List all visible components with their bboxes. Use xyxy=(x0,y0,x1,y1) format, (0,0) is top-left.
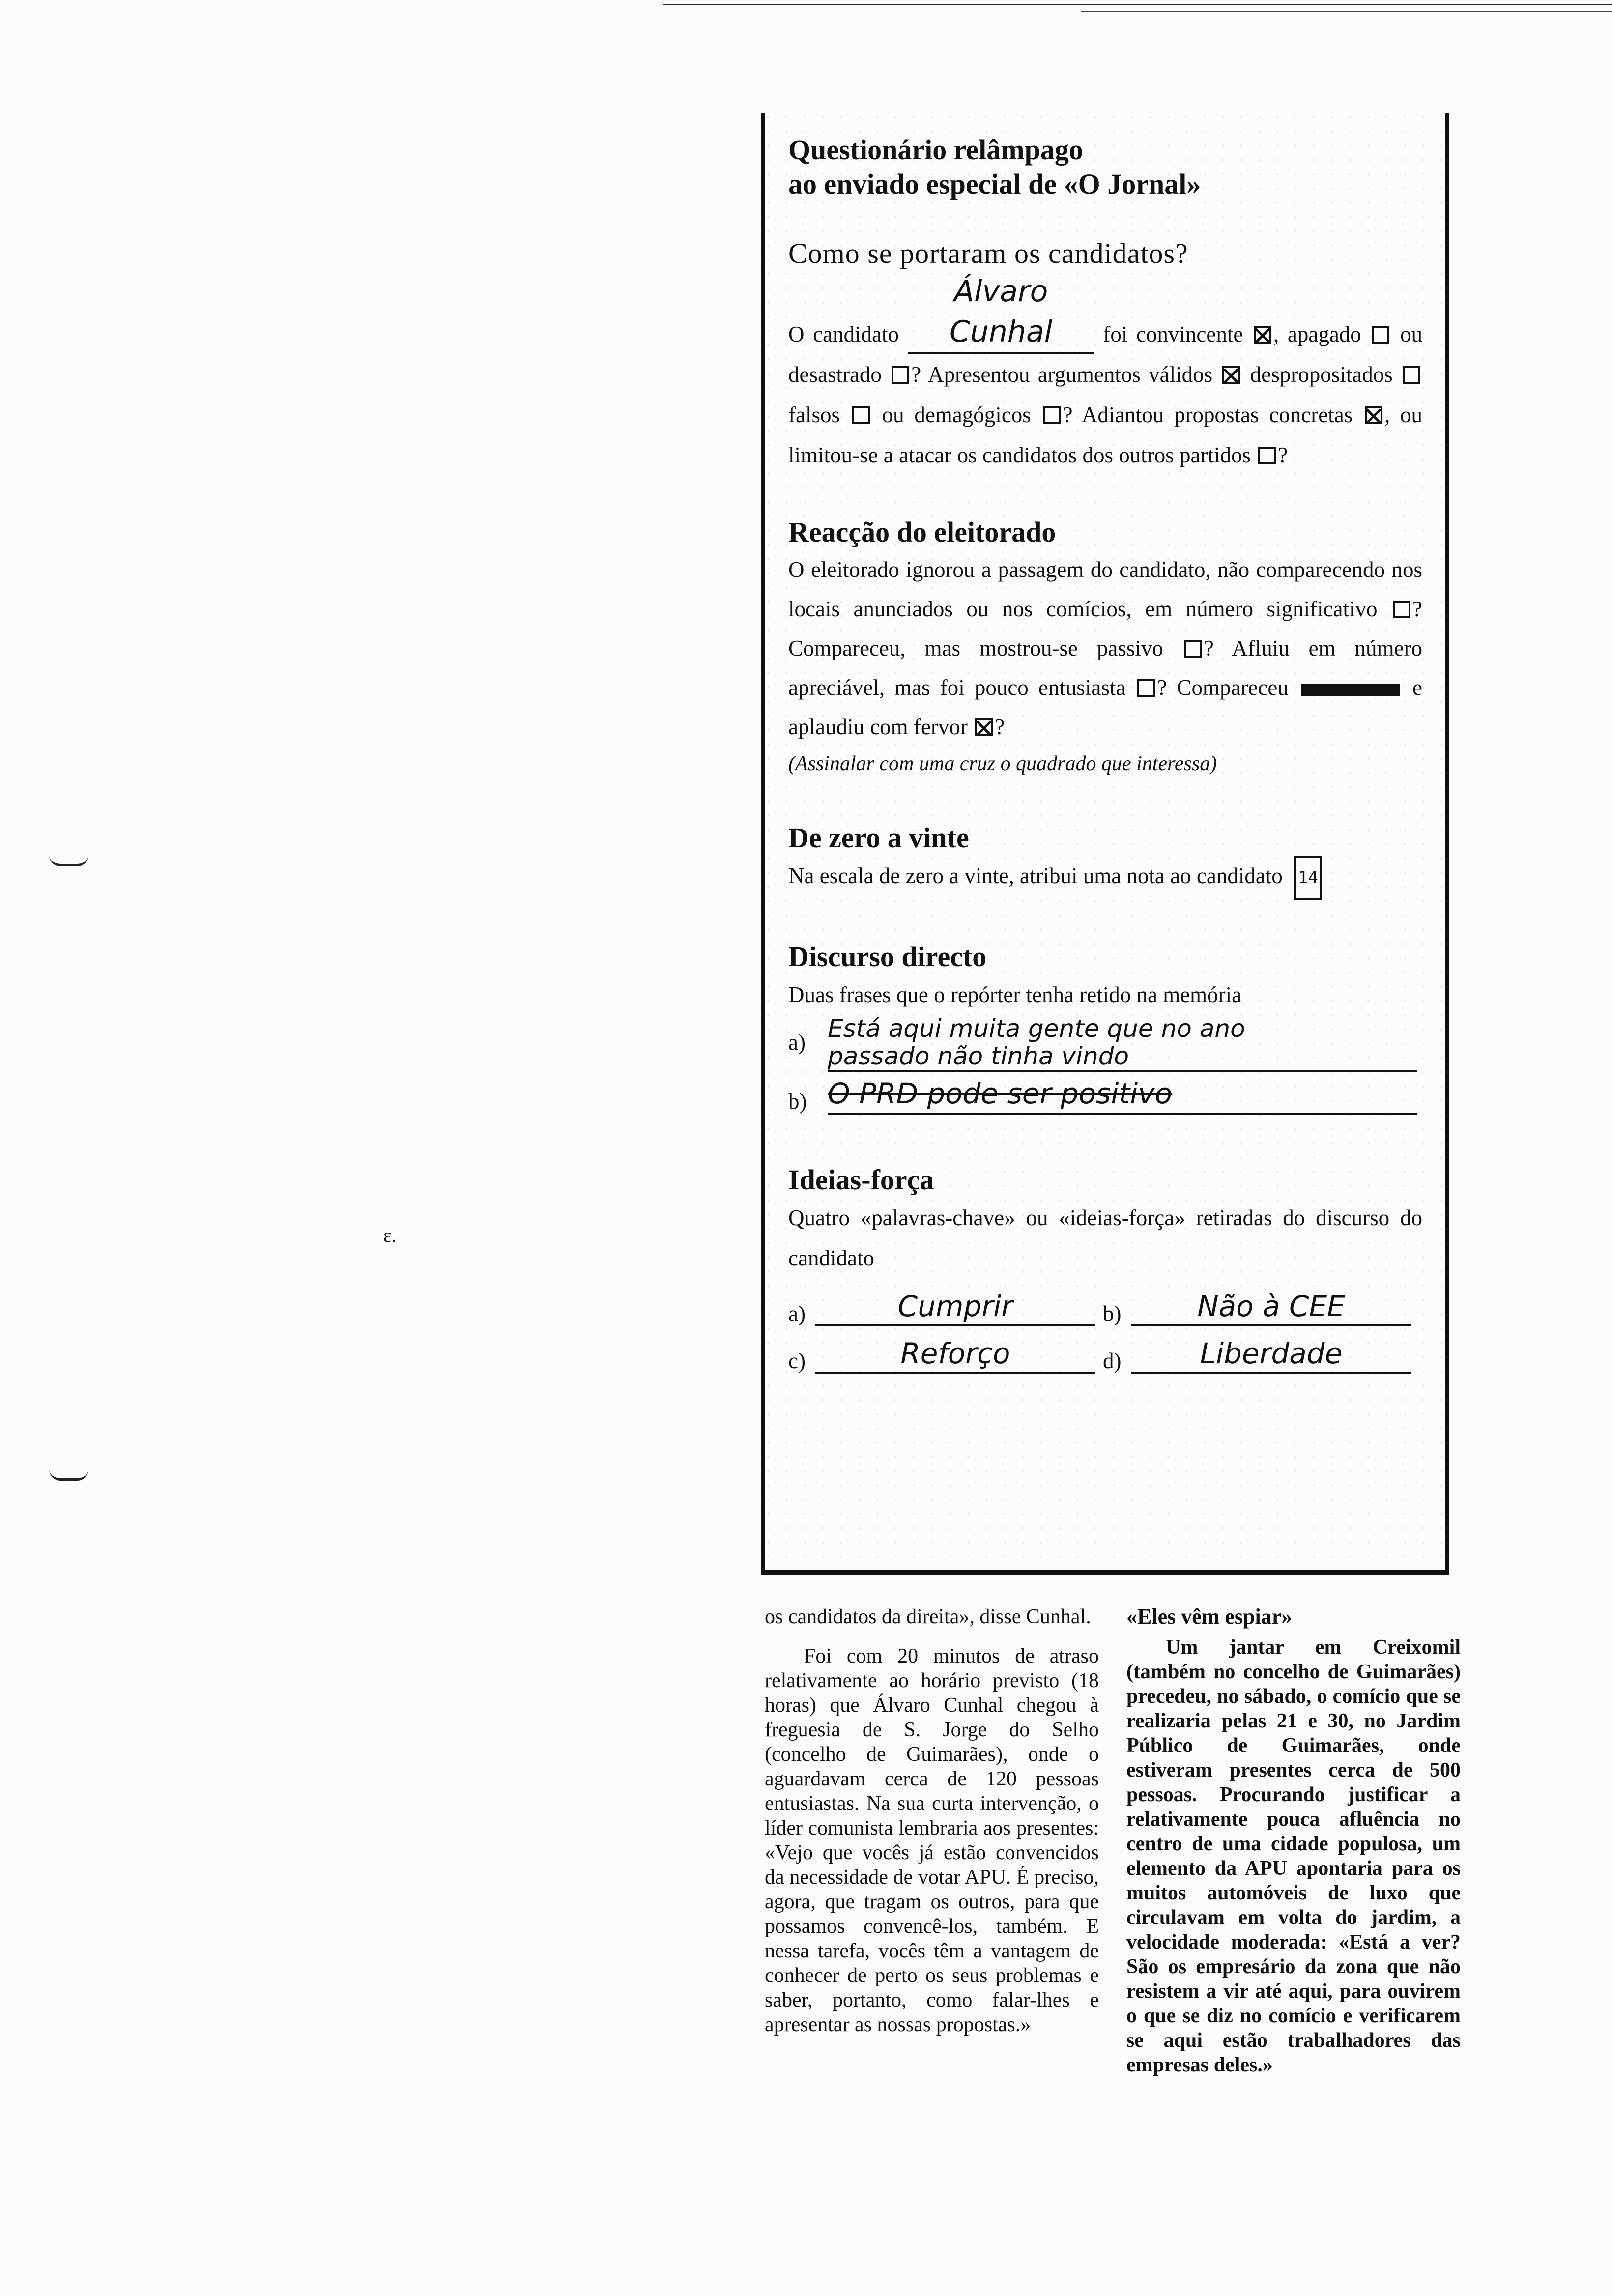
title-line-2: ao enviado especial de «O Jornal» xyxy=(788,168,1201,200)
checkbox-apagado[interactable] xyxy=(1372,326,1389,344)
section-score-text: Na escala de zero a vinte, atribui uma nota ao candidato 14 xyxy=(788,856,1422,900)
section-heading: Como se portaram os candidatos? xyxy=(788,237,1188,269)
checkbox-validos[interactable] xyxy=(1222,366,1240,384)
top-rule-secondary xyxy=(1081,11,1612,12)
article-subheading: «Eles vêm espiar» xyxy=(1126,1605,1293,1629)
checkbox-demagogicos[interactable] xyxy=(1043,406,1061,424)
keyword-field[interactable]: Cumprir xyxy=(815,1288,1095,1326)
section-heading: De zero a vinte xyxy=(788,822,969,854)
article-column-1 xyxy=(765,1605,1099,2037)
checkbox-ignorou[interactable] xyxy=(1393,601,1410,618)
instruction-note: (Assinalar com uma cruz o quadrado que interessa) xyxy=(788,752,1217,775)
redaction-bar xyxy=(1301,684,1400,696)
checkbox-despropositados[interactable] xyxy=(1403,366,1420,384)
hole-punch-mark xyxy=(49,1469,88,1481)
checkbox-aplaudiu[interactable] xyxy=(975,718,993,736)
keyword-field[interactable]: Reforço xyxy=(815,1335,1095,1374)
questionnaire-box xyxy=(761,113,1449,1575)
margin-mark: ɛ. xyxy=(383,1224,397,1246)
checkbox-propostas-concretas[interactable] xyxy=(1365,406,1382,424)
checkbox-atacar[interactable] xyxy=(1258,447,1276,464)
keywords-grid xyxy=(788,1288,1422,1374)
section-quotes-text: Duas frases que o repórter tenha retido na memória xyxy=(788,982,1242,1007)
section-keywords-text: Quatro «palavras-chave» ou «ideias-força» retiradas do discurso do candidato xyxy=(788,1205,1422,1270)
article-paragraph: Um jantar em Creixomil (também no concelho de Guimarães) precedeu, no sábado, o comício que se realizaria pelas 21 e 30, no Jardim Público de Guimarães, onde estiveram presentes cerca de 500 pessoas. Procurando justificar a relativamente pouca afluência no centro de uma cidade populosa, um elemento da APU apontaria para os muitos automóveis de luxo que circulavam em volta do jardim, a velocidade moderada: «Está a ver? São os empresário da zona que não resistem a vir até aqui, para ouvirem o que se diz no comício e verificarem se aqui estão trabalhadores das empresas deles.» xyxy=(1126,1636,1461,2076)
keyword-item: a) Cumprir xyxy=(788,1288,1103,1326)
quote-b: b) O PRD pode ser positivo xyxy=(788,1074,1422,1123)
article-paragraph: os candidatos da direita», disse Cunhal. xyxy=(765,1606,1091,1628)
section-electorate-text: O eleitorado ignorou a passagem do candidato, não comparecendo nos locais anunciados ou nos comícios, em número significativo ? Compareceu, mas mostrou-se passivo ? Afluiu em número apreciável, mas foi pouco entusiasta ? Compareceu e aplaudiu com fervor ? xyxy=(788,557,1423,739)
quote-a: a) Está aqui muita gente que no ano passado não tinha vindo xyxy=(788,1015,1422,1064)
checkbox-desastrado[interactable] xyxy=(892,366,909,384)
hole-punch-mark xyxy=(49,855,88,866)
section-heading: Reacção do eleitorado xyxy=(788,516,1056,548)
checkbox-falsos[interactable] xyxy=(852,406,870,424)
checkbox-passivo[interactable] xyxy=(1184,640,1202,658)
section-heading: Ideias-força xyxy=(788,1164,934,1196)
keyword-item: d) Liberdade xyxy=(1103,1335,1417,1374)
top-rule xyxy=(663,4,1612,5)
article-paragraph: Foi com 20 minutos de atraso relativamente ao horário previsto (18 horas) que Álvaro Cunhal chegou à freguesia de S. Jorge do Selho (concelho de Guimarães), onde o aguardavam cerca de 120 pessoas entusiastas. Na sua curta intervenção, o líder comunista lembraria aos presentes: «Vejo que vocês já estão convencidos da necessidade de votar APU. É preciso, agora, que tragam os outros, para que possamos convencê-los, também. E nessa tarefa, vocês têm a vantagem de conhecer de perto os seus problemas e saber, portanto, como falar-lhes e apresentar as nossas propostas.» xyxy=(765,1645,1099,2036)
keyword-item: c) Reforço xyxy=(788,1335,1103,1374)
quote-a-field[interactable]: Está aqui muita gente que no ano passado não tinha vindo xyxy=(828,1015,1417,1072)
article-column-2 xyxy=(1126,1605,1461,2077)
title-line-1: Questionário relâmpago xyxy=(788,134,1083,166)
candidate-name: Álvaro Cunhal xyxy=(908,271,1094,354)
checkbox-convincente[interactable] xyxy=(1254,326,1271,344)
quote-b-field[interactable]: O PRD pode ser positivo xyxy=(828,1074,1417,1115)
keyword-item: b) Não à CEE xyxy=(1103,1288,1417,1326)
questionnaire-title xyxy=(788,133,1422,201)
keyword-field[interactable]: Liberdade xyxy=(1131,1335,1411,1374)
checkbox-pouco-entusiasta[interactable] xyxy=(1137,679,1155,697)
section-candidates-text: O candidato Álvaro Cunhal foi convincente , apagado ou desastrado ? Apresentou argumentos válidos despropositados falsos ou demagógicos ? Adiantou propostas concretas , ou limitou-se a atacar os candidatos dos outros partidos ? xyxy=(788,271,1422,475)
section-heading: Discurso directo xyxy=(788,941,987,973)
score-box[interactable]: 14 xyxy=(1294,856,1322,900)
keyword-field[interactable]: Não à CEE xyxy=(1131,1288,1411,1326)
